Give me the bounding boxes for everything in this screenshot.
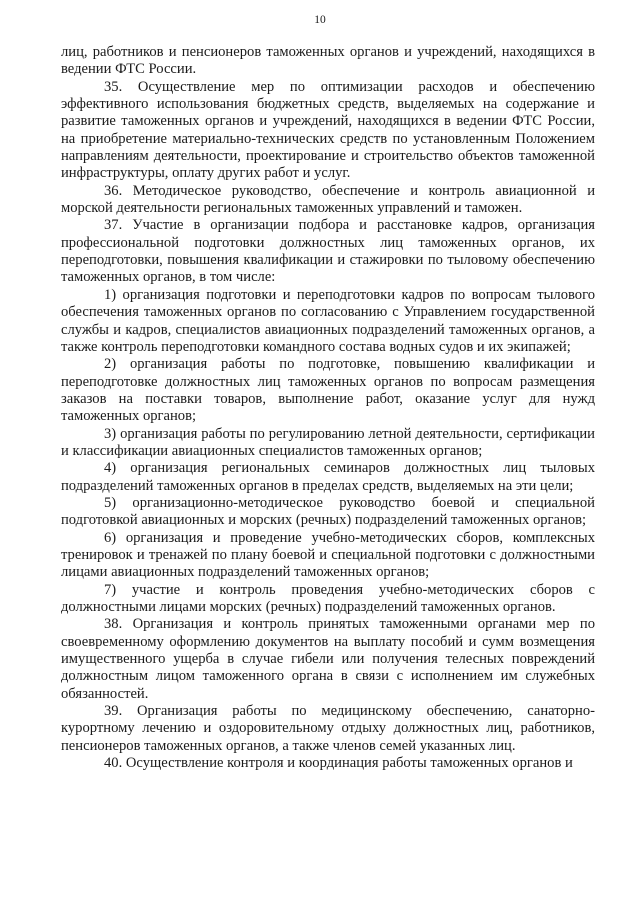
list-item-37-4: 4) организация региональных семинаров должностных лиц тыловых подразделений таможенных органов в пределах средств, выделяемых на эти цели; xyxy=(61,460,595,494)
list-item-37-6: 6) организация и проведение учебно-методических сборов, комплексных тренировок и тренажей по плану боевой и специальной подготовки с должностными лицами авиационных подразделений таможенных органов; xyxy=(61,529,595,581)
paragraph-36: 36. Методическое руководство, обеспечение и контроль авиационной и морской деятельности региональных таможенных управлений и таможен. xyxy=(61,182,595,217)
paragraph-37: 37. Участие в организации подбора и расстановке кадров, организация профессиональной подготовки должностных лиц таможенных органов, их переподготовки, повышения квалификации и стажировки по тыловому обеспечению таможенных органов, в том числе: xyxy=(61,217,595,286)
paragraph-40: 40. Осуществление контроля и координация работы таможенных органов и xyxy=(104,755,573,772)
list-item-37-2: 2) организация работы по подготовке, повышению квалификации и переподготовке должностных лиц таможенных органов по вопросам размещения заказов на поставки товаров, выполнение работ, оказание услуг для нужд таможенных органов; xyxy=(61,356,595,425)
list-item-37-3: 3) организация работы по регулированию летной деятельности, сертификации и классификации авиационных специалистов таможенных органов; xyxy=(61,425,595,459)
document-body xyxy=(61,44,595,772)
paragraph-38: 38. Организация и контроль принятых таможенными органами мер по своевременному оформлению документов на выплату пособий и сумм возмещения имущественного ущерба в случае гибели или получения телесных повреждений должностным лицом таможенного органа в связи с исполнением им служебных обязанностей. xyxy=(61,616,595,702)
paragraph-35: 35. Осуществление мер по оптимизации расходов и обеспечению эффективного использования бюджетных средств, выделяемых на содержание и развитие таможенных органов и учреждений, находящихся в ведении ФТС России, на приобретение материально-технических средств по установленным Положением направлениям деятельности, проектирование и строительство объектов таможенной инфраструктуры, оплату других работ и услуг. xyxy=(61,78,595,182)
list-item-37-1: 1) организация подготовки и переподготовки кадров по вопросам тылового обеспечения таможенных органов по согласованию с Управлением государственной службы и кадров, специалистов авиационных подразделений таможенных органов, а также контроль переподготовки командного состава водных судов и их экипажей; xyxy=(61,286,595,355)
paragraph-continuation: лиц, работников и пенсионеров таможенных органов и учреждений, находящихся в ведении ФТС России. xyxy=(61,44,595,78)
paragraph-39: 39. Организация работы по медицинскому обеспечению, санаторно-курортному лечению и оздоровительному отдыху должностных лиц, работников, пенсионеров таможенных органов, а также членов семей указанных лиц. xyxy=(61,703,595,754)
list-item-37-7: 7) участие и контроль проведения учебно-методических сборов с должностными лицами морских (речных) подразделений таможенных органов. xyxy=(61,581,595,615)
page-number: 10 xyxy=(314,14,326,26)
list-item-37-5: 5) организационно-методическое руководство боевой и специальной подготовкой авиационных и морских (речных) подразделений таможенных органов; xyxy=(61,494,595,529)
